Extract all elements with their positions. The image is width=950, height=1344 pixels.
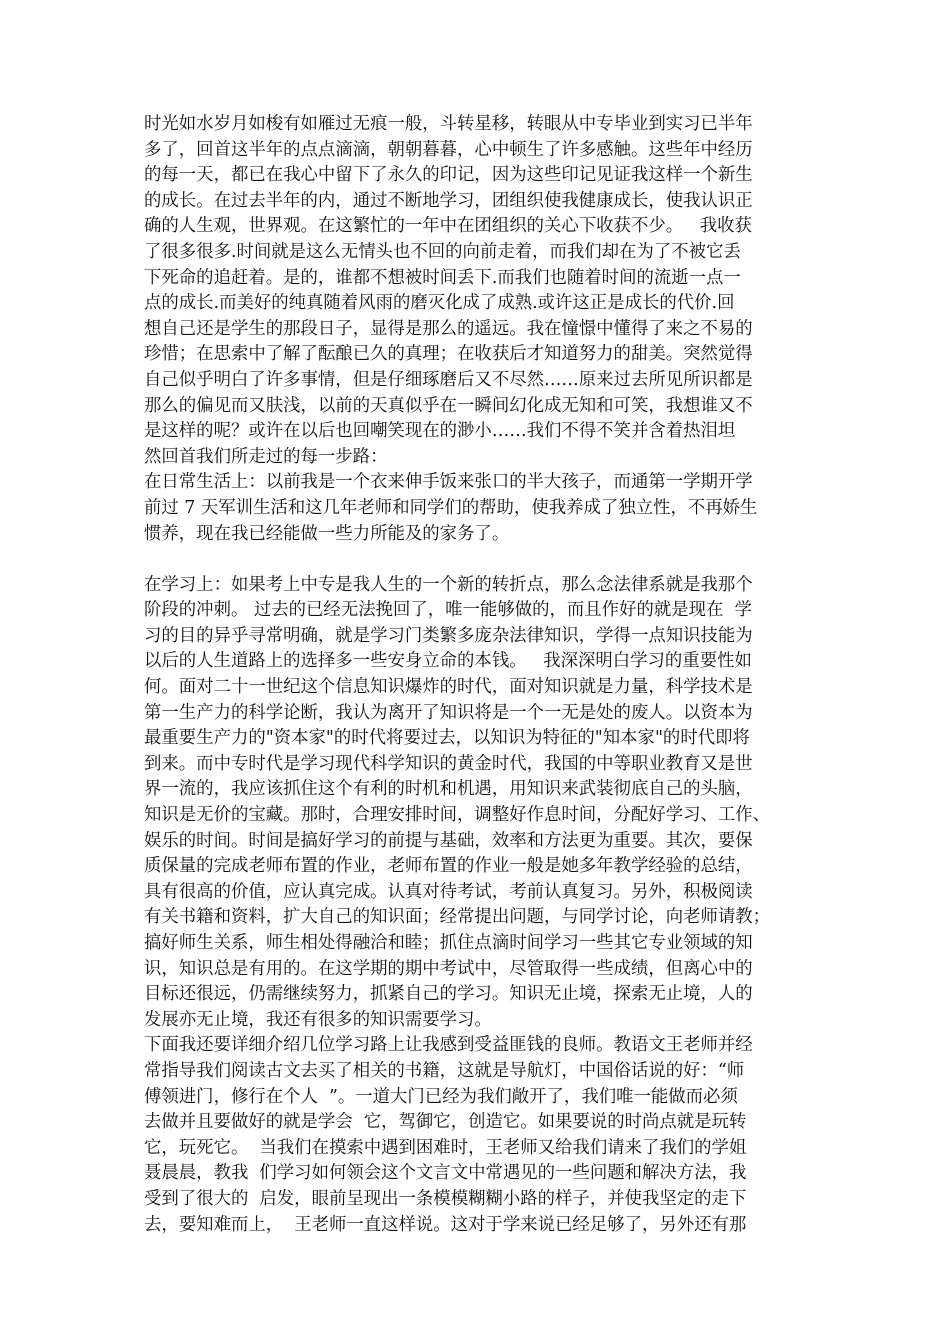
text-line: 自己似乎明白了许多事情，但是仔细琢磨后又不尽然……原来过去所见所识都是 — [144, 369, 753, 390]
text-line: 想自己还是学生的那段日子，显得是那么的遥远。我在憧憬中懂得了来之不易的 — [144, 318, 753, 339]
text-line: 是这样的呢？或许在以后也回嘲笑现在的渺小……我们不得不笑并含着热泪坦 — [144, 421, 736, 442]
text-line: 常指导我们阅读古文去买了相关的书籍，这就是导航灯，中国俗话说的好：“师 — [144, 1060, 745, 1081]
text-line: 珍惜；在思索中了解了酝酿已久的真理；在收获后才知道努力的甜美。突然觉得 — [144, 344, 753, 365]
text-line: 受到了很大的 启发，眼前呈现出一条模模糊糊小路的样子，并使我坚定的走下 — [144, 1188, 747, 1209]
text-line: 具有很高的价值，应认真完成。认真对待考试，考前认真复习。另外，积极阅读 — [144, 881, 753, 902]
text-line: 下面我还要详细介绍几位学习路上让我感到受益匪钱的良师。教语文王老师并经 — [144, 1035, 753, 1056]
text-line: 它，玩死它。 当我们在摸索中遇到困难时，王老师又给我们请来了我们的学姐 — [144, 1137, 747, 1158]
text-line: 多了，回首这半年的点点滴滴，朝朝暮暮，心中顿生了许多感触。这些年中经历 — [144, 139, 753, 160]
text-line — [144, 547, 806, 573]
text-line: 搞好师生关系，师生相处得融洽和睦；抓住点滴时间学习一些其它专业领域的知 — [144, 933, 753, 953]
text-line: 习的目的异乎寻常明确，就是学习门类繁多庞杂法律知识，学得一点知识技能为 — [144, 625, 753, 646]
text-line: 第一生产力的科学论断，我认为离开了知识将是一个一无是处的废人。以资本为 — [144, 702, 753, 723]
text-line: 时光如水岁月如梭有如雁过无痕一般，斗转星移，转眼从中专毕业到实习已半年 — [144, 114, 753, 134]
text-line: 何。面对二十一世纪这个信息知识爆炸的时代，面对知识就是力量，科学技术是 — [144, 677, 753, 698]
text-line: 在学习上：如果考上中专是我人生的一个新的转折点，那么念法律系就是我那个 — [144, 574, 753, 595]
text-line: 界一流的，我应该抓住这个有利的时机和机遇，用知识来武装彻底自己的头脑， — [144, 779, 753, 800]
text-line: 去做并且要做好的就是学会 它，驾御它，创造它。如果要说的时尚点就是玩转 — [144, 1112, 747, 1133]
text-line: 的每一天，都已在我心中留下了永久的印记，因为这些印记见证我这样一个新生 — [144, 165, 753, 186]
text-line: 有关书籍和资料，扩大自己的知识面；经常提出问题，与同学讨论，向老师请教； — [144, 907, 771, 928]
text-line: 识，知识总是有用的。在这学期的期中考试中，尽管取得一些成绩，但离心中的 — [144, 958, 753, 979]
text-line: 了很多很多.时间就是这么无情头也不回的向前走着，而我们却在为了不被它丢 — [144, 241, 741, 262]
text-line: 阶段的冲刺。 过去的已经无法挽回了，唯一能够做的，而且作好的就是现在 学 — [144, 600, 752, 621]
text-line: 发展亦无止境，我还有很多的知识需要学习。 — [144, 1009, 492, 1030]
text-line: 目标还很远，仍需继续努力，抓紧自己的学习。知识无止境，探索无止境，人的 — [144, 984, 753, 1005]
text-line: 惯养，现在我已经能做一些力所能及的家务了。 — [144, 523, 510, 544]
text-line: 到来。而中专时代是学习现代科学知识的黄金时代，我国的中等职业教育又是世 — [144, 753, 753, 774]
text-line: 傅领进门，修行在个人 ”。一道大门已经为我们敞开了，我们唯一能做而必须 — [144, 1086, 738, 1107]
text-line: 确的人生观，世界观。在这繁忙的一年中在团组织的关心下收获不少。 我收获 — [144, 216, 752, 237]
text-line: 下死命的追赶着。是的，谁都不想被时间丢下.而我们也随着时间的流逝一点一 — [144, 267, 741, 288]
text-line: 聂晨晨，教我 们学习如何领会这个文言文中常遇见的一些问题和解决方法，我 — [144, 1163, 747, 1184]
text-line: 然回首我们所走过的每一步路： — [144, 446, 388, 467]
text-line: 娱乐的时间。时间是搞好学习的前提与基础，效率和方法更为重要。其次，要保 — [144, 830, 753, 851]
text-line: 质保量的完成老师布置的作业，老师布置的作业一般是她多年教学经验的总结， — [144, 856, 753, 877]
text-line: 在日常生活上：以前我是一个衣来伸手饭来张口的半大孩子，而通第一学期开学 — [144, 472, 753, 493]
text-line: 那么的偏见而又肤浅，以前的天真似乎在一瞬间幻化成无知和可笑，我想谁又不 — [144, 395, 753, 416]
text-line: 去，要知难而上， 王老师一直这样说。这对于学来说已经足够了，另外还有那 — [144, 1214, 747, 1235]
document-body-text — [144, 112, 806, 1238]
text-line: 前过 7 天军训生活和这几年老师和同学们的帮助，使我养成了独立性，不再娇生 — [144, 497, 758, 518]
text-line: 以后的人生道路上的选择多一些安身立命的本钱。 我深深明白学习的重要性如 — [144, 651, 752, 672]
text-line: 最重要生产力的"资本家"的时代将要过去，以知识为特征的"知本家"的时代即将 — [144, 728, 750, 749]
text-line: 知识是无价的宝藏。那时，合理安排时间，调整好作息时间，分配好学习、工作、 — [144, 805, 771, 826]
text-line: 的成长。在过去半年的内，通过不断地学习，团组织使我健康成长，使我认识正 — [144, 190, 753, 211]
text-line: 点的成长.而美好的纯真随着风雨的磨灭化成了成熟.或许这正是成长的代价.回 — [144, 293, 735, 314]
